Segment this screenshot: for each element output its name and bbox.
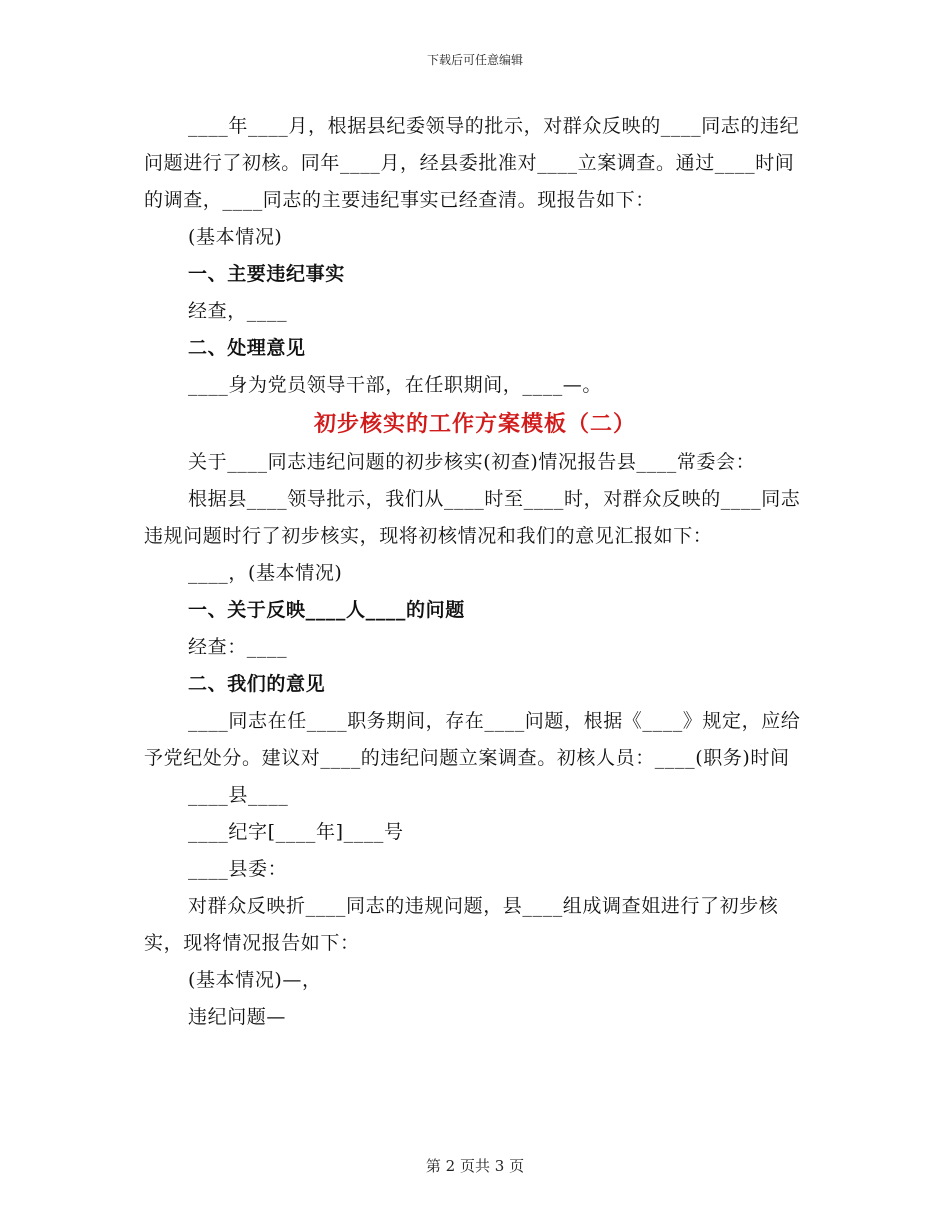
investigation-line: 经查：____: [188, 636, 288, 658]
section-heading-facts: 一、主要违纪事实: [188, 263, 345, 285]
page-header: 下载后可任意编辑: [426, 53, 523, 67]
county-line: ____县____: [188, 784, 289, 806]
opinion-paragraph: ____身为党员领导干部，在任职期间，____—。: [188, 374, 603, 396]
section-heading-reported-issue: 一、关于反映____人____的问题: [188, 599, 465, 621]
report-intro-paragraph: 根据县____领导批示，我们从____时至____时，对群众反映的____同志违规问题时行了初步核实，现将初核情况和我们的意见汇报如下：: [144, 488, 801, 547]
document-number-line: ____纪字[____年]____号: [188, 821, 404, 843]
basic-info-label: (基本情况): [188, 226, 283, 248]
report-subject-line: 关于____同志违纪问题的初步核实(初查)情况报告县____常委会：: [188, 451, 756, 473]
section-heading-opinion: 二、处理意见: [188, 337, 306, 359]
recommendation-paragraph: ____同志在任____职务期间，存在____问题，根据《____》规定，应给予党纪处分。建议对____的违纪问题立案调查。初核人员：____(职务)时间: [144, 710, 801, 769]
template-title: 初步核实的工作方案模板（二）: [313, 411, 636, 437]
basic-info-dash-line: (基本情况)—，: [188, 969, 322, 991]
section-heading-our-opinion: 二、我们的意见: [188, 673, 326, 695]
intro-paragraph: ____年____月，根据县纪委领导的批示，对群众反映的____同志的违纪问题进行了初核。同年____月，经县委批准对____立案调查。通过____时间的调查，____同志的主要违纪事实已经查清。现报告如下：: [144, 115, 800, 211]
violation-issue-line: 违纪问题—: [188, 1006, 287, 1028]
basic-info-line: ____，(基本情况): [188, 562, 343, 584]
document-body: [144, 108, 806, 1036]
recipient-line: ____县委：: [188, 858, 288, 880]
page-footer: 第 2 页共 3 页: [425, 1157, 525, 1175]
findings-line: 经查，____: [188, 300, 288, 322]
report-body-paragraph: 对群众反映折____同志的违规问题，县____组成调查姐进行了初步核实，现将情况报告如下：: [144, 895, 779, 954]
